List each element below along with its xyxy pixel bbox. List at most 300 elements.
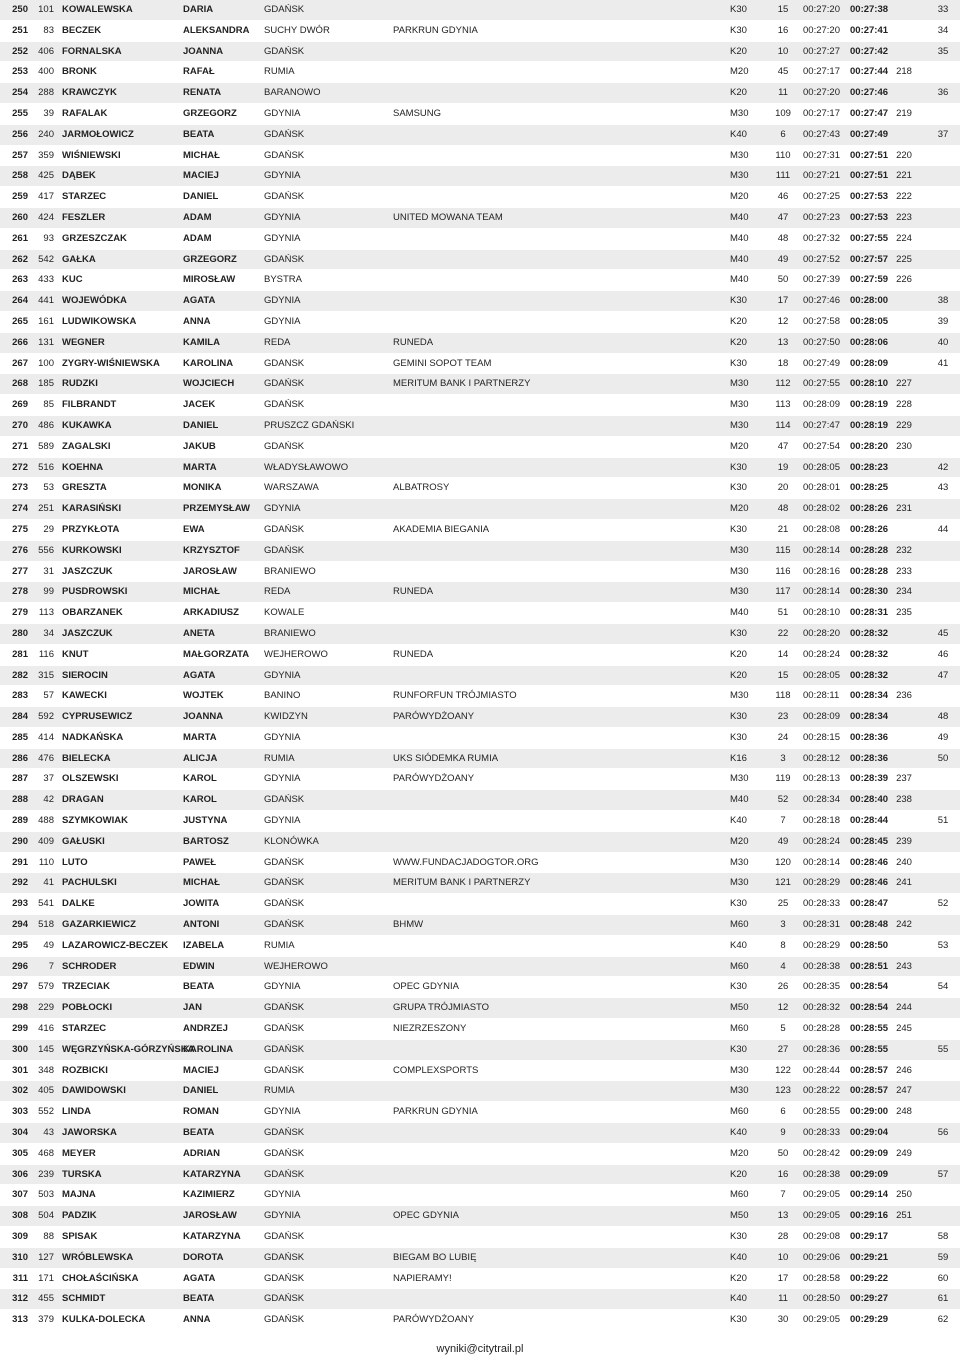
gender-place-m-cell: 248 bbox=[896, 1106, 912, 1118]
gender-place-f-cell: 37 bbox=[937, 128, 949, 140]
place-cell: 255 bbox=[12, 107, 28, 119]
club-cell: RUNEDA bbox=[393, 648, 434, 660]
table-row bbox=[0, 166, 960, 187]
table-row bbox=[0, 21, 960, 42]
category-place-cell: 47 bbox=[777, 440, 789, 452]
club-cell: AKADEMIA BIEGANIA bbox=[393, 523, 490, 535]
gender-place-f-cell: 42 bbox=[937, 461, 949, 473]
first-name-cell: BEATA bbox=[183, 1127, 215, 1139]
category-cell: K30 bbox=[730, 1231, 747, 1243]
club-cell: SAMSUNG bbox=[393, 107, 442, 119]
first-name-cell: ANNA bbox=[183, 1314, 211, 1326]
bib-cell: 400 bbox=[38, 66, 54, 78]
gender-place-f-cell: 36 bbox=[937, 87, 949, 99]
last-name-cell: BIELECKA bbox=[62, 752, 111, 764]
place-cell: 292 bbox=[12, 877, 28, 889]
net-time-cell: 00:28:55 bbox=[803, 1106, 840, 1118]
gender-place-f-cell: 51 bbox=[937, 815, 949, 827]
first-name-cell: KAROLINA bbox=[183, 357, 234, 369]
last-name-cell: FORNALSKA bbox=[62, 45, 122, 57]
category-place-cell: 21 bbox=[777, 523, 789, 535]
bib-cell: 37 bbox=[43, 773, 54, 785]
bib-cell: 488 bbox=[38, 815, 54, 827]
category-place-cell: 5 bbox=[780, 1023, 786, 1035]
table-row bbox=[0, 645, 960, 666]
gender-place-m-cell: 227 bbox=[896, 378, 912, 390]
category-place-cell: 46 bbox=[777, 191, 789, 203]
category-cell: M40 bbox=[730, 607, 749, 619]
category-cell: K20 bbox=[730, 45, 747, 57]
city-cell: GDYNIA bbox=[264, 295, 301, 307]
bib-cell: 100 bbox=[38, 357, 54, 369]
category-cell: M30 bbox=[730, 1085, 749, 1097]
table-row bbox=[0, 1289, 960, 1310]
category-cell: M30 bbox=[730, 378, 749, 390]
place-cell: 270 bbox=[12, 419, 28, 431]
club-cell: OPEC GDYNIA bbox=[393, 981, 459, 993]
category-cell: M60 bbox=[730, 1106, 749, 1118]
bib-cell: 455 bbox=[38, 1293, 54, 1305]
place-cell: 290 bbox=[12, 835, 28, 847]
category-place-cell: 47 bbox=[777, 211, 789, 223]
last-name-cell: STARZEC bbox=[62, 1023, 107, 1035]
table-row bbox=[0, 229, 960, 250]
category-place-cell: 27 bbox=[777, 1043, 789, 1055]
last-name-cell: KARASIŃSKI bbox=[62, 503, 122, 515]
category-place-cell: 9 bbox=[780, 1127, 786, 1139]
last-name-cell: FILBRANDT bbox=[62, 399, 117, 411]
bib-cell: 229 bbox=[38, 1002, 54, 1014]
category-place-cell: 49 bbox=[777, 253, 789, 265]
last-name-cell: MAJNA bbox=[62, 1189, 96, 1201]
bib-cell: 34 bbox=[43, 627, 54, 639]
gross-time-cell: 00:28:32 bbox=[850, 648, 889, 660]
net-time-cell: 00:29:08 bbox=[803, 1231, 840, 1243]
gender-place-f-cell: 39 bbox=[937, 315, 949, 327]
city-cell: GDAŃSK bbox=[264, 1127, 305, 1139]
city-cell: RUMIA bbox=[264, 752, 295, 764]
category-place-cell: 116 bbox=[775, 565, 791, 577]
last-name-cell: STARZEC bbox=[62, 191, 107, 203]
category-place-cell: 22 bbox=[777, 627, 789, 639]
place-cell: 288 bbox=[12, 794, 28, 806]
place-cell: 303 bbox=[12, 1106, 28, 1118]
first-name-cell: JUSTYNA bbox=[183, 815, 228, 827]
gender-place-m-cell: 220 bbox=[896, 149, 912, 161]
club-cell: WWW.FUNDACJADOGTOR.ORG bbox=[393, 856, 539, 868]
city-cell: BANINO bbox=[264, 690, 301, 702]
place-cell: 310 bbox=[12, 1251, 28, 1263]
first-name-cell: JAN bbox=[183, 1002, 203, 1014]
net-time-cell: 00:27:21 bbox=[803, 170, 840, 182]
place-cell: 268 bbox=[12, 378, 28, 390]
place-cell: 306 bbox=[12, 1168, 28, 1180]
place-cell: 298 bbox=[12, 1002, 28, 1014]
last-name-cell: SZYMKOWIAK bbox=[62, 815, 128, 827]
bib-cell: 93 bbox=[43, 232, 54, 244]
city-cell: GDAŃSK bbox=[264, 1064, 305, 1076]
footer-email[interactable]: wyniki@citytrail.pl bbox=[436, 1343, 524, 1355]
category-cell: K30 bbox=[730, 711, 747, 723]
category-cell: M30 bbox=[730, 399, 749, 411]
last-name-cell: WEGNER bbox=[62, 336, 105, 348]
net-time-cell: 00:28:33 bbox=[803, 898, 840, 910]
club-cell: PARÓWYDŻOANY bbox=[393, 1314, 475, 1326]
gross-time-cell: 00:28:20 bbox=[850, 440, 889, 452]
gross-time-cell: 00:28:05 bbox=[850, 315, 889, 327]
gross-time-cell: 00:28:32 bbox=[850, 627, 889, 639]
gross-time-cell: 00:28:40 bbox=[850, 794, 889, 806]
bib-cell: 43 bbox=[43, 1127, 54, 1139]
net-time-cell: 00:28:14 bbox=[803, 544, 840, 556]
club-cell: BIEGAM BO LUBIĘ bbox=[393, 1251, 477, 1263]
place-cell: 286 bbox=[12, 752, 28, 764]
gender-place-f-cell: 41 bbox=[937, 357, 949, 369]
gross-time-cell: 00:29:27 bbox=[850, 1293, 889, 1305]
bib-cell: 433 bbox=[38, 274, 54, 286]
gender-place-m-cell: 234 bbox=[896, 586, 912, 598]
table-row bbox=[0, 1165, 960, 1186]
first-name-cell: MIROSŁAW bbox=[183, 274, 236, 286]
club-cell: NAPIERAMY! bbox=[393, 1272, 452, 1284]
table-row bbox=[0, 187, 960, 208]
city-cell: GDAŃSK bbox=[264, 149, 305, 161]
category-place-cell: 23 bbox=[777, 711, 789, 723]
first-name-cell: PAWEŁ bbox=[183, 856, 217, 868]
first-name-cell: JAKUB bbox=[183, 440, 216, 452]
category-place-cell: 113 bbox=[775, 399, 791, 411]
first-name-cell: ARKADIUSZ bbox=[183, 607, 239, 619]
gender-place-m-cell: 240 bbox=[896, 856, 912, 868]
city-cell: GDAŃSK bbox=[264, 523, 305, 535]
gender-place-f-cell: 60 bbox=[937, 1272, 949, 1284]
last-name-cell: LUTO bbox=[62, 856, 88, 868]
place-cell: 305 bbox=[12, 1147, 28, 1159]
category-cell: K40 bbox=[730, 1127, 747, 1139]
last-name-cell: ROZBICKI bbox=[62, 1064, 108, 1076]
gross-time-cell: 00:28:19 bbox=[850, 419, 889, 431]
category-cell: M40 bbox=[730, 211, 749, 223]
bib-cell: 101 bbox=[38, 4, 54, 15]
bib-cell: 416 bbox=[38, 1023, 54, 1035]
category-place-cell: 3 bbox=[780, 919, 786, 931]
place-cell: 275 bbox=[12, 523, 28, 535]
table-row bbox=[0, 977, 960, 998]
category-cell: K16 bbox=[730, 752, 747, 764]
place-cell: 300 bbox=[12, 1043, 28, 1055]
bib-cell: 41 bbox=[43, 877, 54, 889]
table-row bbox=[0, 1269, 960, 1290]
gender-place-m-cell: 232 bbox=[896, 544, 912, 556]
gender-place-f-cell: 40 bbox=[937, 336, 949, 348]
gross-time-cell: 00:29:04 bbox=[850, 1127, 889, 1139]
club-cell: PARKRUN GDYNIA bbox=[393, 1106, 478, 1118]
bib-cell: 88 bbox=[43, 1231, 54, 1243]
gross-time-cell: 00:28:46 bbox=[850, 856, 889, 868]
bib-cell: 113 bbox=[38, 607, 54, 619]
gender-place-f-cell: 62 bbox=[937, 1314, 949, 1326]
bib-cell: 39 bbox=[43, 107, 54, 119]
net-time-cell: 00:27:23 bbox=[803, 211, 840, 223]
category-place-cell: 12 bbox=[777, 1002, 789, 1014]
city-cell: GDAŃSK bbox=[264, 378, 305, 390]
table-row bbox=[0, 416, 960, 437]
last-name-cell: KUC bbox=[62, 274, 83, 286]
first-name-cell: BEATA bbox=[183, 1293, 215, 1305]
bib-cell: 116 bbox=[38, 648, 54, 660]
gender-place-f-cell: 49 bbox=[937, 731, 949, 743]
net-time-cell: 00:27:39 bbox=[803, 274, 840, 286]
category-place-cell: 48 bbox=[777, 232, 789, 244]
net-time-cell: 00:28:38 bbox=[803, 960, 840, 972]
first-name-cell: MICHAŁ bbox=[183, 149, 220, 161]
first-name-cell: PRZEMYSŁAW bbox=[183, 503, 251, 515]
gender-place-f-cell: 35 bbox=[937, 45, 949, 57]
category-place-cell: 50 bbox=[777, 274, 789, 286]
category-cell: M40 bbox=[730, 274, 749, 286]
last-name-cell: OLSZEWSKI bbox=[62, 773, 119, 785]
category-cell: K40 bbox=[730, 939, 747, 951]
table-row bbox=[0, 312, 960, 333]
gross-time-cell: 00:27:51 bbox=[850, 170, 889, 182]
category-place-cell: 121 bbox=[775, 877, 791, 889]
first-name-cell: ANTONI bbox=[183, 919, 220, 931]
net-time-cell: 00:28:08 bbox=[803, 523, 840, 535]
gross-time-cell: 00:27:38 bbox=[850, 4, 889, 15]
place-cell: 304 bbox=[12, 1127, 28, 1139]
city-cell: GDYNIA bbox=[264, 315, 301, 327]
table-row bbox=[0, 998, 960, 1019]
last-name-cell: GRZESZCZAK bbox=[62, 232, 127, 244]
city-cell: GDYNIA bbox=[264, 1210, 301, 1222]
gross-time-cell: 00:27:57 bbox=[850, 253, 889, 265]
category-cell: K40 bbox=[730, 1293, 747, 1305]
gender-place-f-cell: 46 bbox=[937, 648, 949, 660]
first-name-cell: KAROL bbox=[183, 773, 217, 785]
first-name-cell: AGATA bbox=[183, 1272, 216, 1284]
first-name-cell: IZABELA bbox=[183, 939, 225, 951]
city-cell: GDYNIA bbox=[264, 773, 301, 785]
first-name-cell: DANIEL bbox=[183, 1085, 219, 1097]
table-row bbox=[0, 769, 960, 790]
table-row bbox=[0, 333, 960, 354]
net-time-cell: 00:27:27 bbox=[803, 45, 840, 57]
net-time-cell: 00:28:02 bbox=[803, 503, 840, 515]
net-time-cell: 00:28:18 bbox=[803, 815, 840, 827]
table-row bbox=[0, 1123, 960, 1144]
place-cell: 258 bbox=[12, 170, 28, 182]
gender-place-m-cell: 218 bbox=[896, 66, 912, 78]
net-time-cell: 00:28:42 bbox=[803, 1147, 840, 1159]
place-cell: 259 bbox=[12, 191, 28, 203]
gender-place-f-cell: 58 bbox=[937, 1231, 949, 1243]
city-cell: GDAŃSK bbox=[264, 253, 305, 265]
bib-cell: 541 bbox=[38, 898, 54, 910]
table-row bbox=[0, 541, 960, 562]
gender-place-m-cell: 247 bbox=[896, 1085, 912, 1097]
first-name-cell: MARTA bbox=[183, 461, 217, 473]
first-name-cell: ALEKSANDRA bbox=[183, 24, 250, 36]
category-place-cell: 6 bbox=[780, 1106, 786, 1118]
city-cell: GDYNIA bbox=[264, 503, 301, 515]
bib-cell: 53 bbox=[43, 482, 54, 494]
net-time-cell: 00:28:58 bbox=[803, 1272, 840, 1284]
last-name-cell: WIŚNIEWSKI bbox=[62, 149, 121, 161]
category-place-cell: 10 bbox=[777, 1251, 789, 1263]
club-cell: MERITUM BANK I PARTNERZY bbox=[393, 378, 531, 390]
place-cell: 254 bbox=[12, 87, 28, 99]
place-cell: 251 bbox=[12, 24, 28, 36]
bib-cell: 486 bbox=[38, 419, 54, 431]
table-row bbox=[0, 562, 960, 583]
category-place-cell: 25 bbox=[777, 898, 789, 910]
net-time-cell: 00:28:10 bbox=[803, 607, 840, 619]
category-cell: K30 bbox=[730, 295, 747, 307]
gross-time-cell: 00:28:31 bbox=[850, 607, 889, 619]
last-name-cell: LINDA bbox=[62, 1106, 92, 1118]
first-name-cell: BEATA bbox=[183, 128, 215, 140]
category-place-cell: 15 bbox=[777, 4, 789, 15]
first-name-cell: JAROSŁAW bbox=[183, 565, 237, 577]
first-name-cell: ANNA bbox=[183, 315, 211, 327]
net-time-cell: 00:28:14 bbox=[803, 586, 840, 598]
bib-cell: 406 bbox=[38, 45, 54, 57]
table-row bbox=[0, 270, 960, 291]
table-row bbox=[0, 208, 960, 229]
table-row bbox=[0, 873, 960, 894]
net-time-cell: 00:27:43 bbox=[803, 128, 840, 140]
bib-cell: 592 bbox=[38, 711, 54, 723]
category-place-cell: 117 bbox=[775, 586, 791, 598]
category-cell: M60 bbox=[730, 1189, 749, 1201]
place-cell: 312 bbox=[12, 1293, 28, 1305]
gross-time-cell: 00:27:55 bbox=[850, 232, 889, 244]
gender-place-f-cell: 61 bbox=[937, 1293, 949, 1305]
gender-place-m-cell: 230 bbox=[896, 440, 912, 452]
table-row bbox=[0, 686, 960, 707]
first-name-cell: RAFAŁ bbox=[183, 66, 215, 78]
gender-place-f-cell: 54 bbox=[937, 981, 949, 993]
category-cell: K20 bbox=[730, 669, 747, 681]
bib-cell: 315 bbox=[38, 669, 54, 681]
category-place-cell: 13 bbox=[777, 1210, 789, 1222]
place-cell: 285 bbox=[12, 731, 28, 743]
category-place-cell: 26 bbox=[777, 981, 789, 993]
gross-time-cell: 00:29:09 bbox=[850, 1168, 889, 1180]
gross-time-cell: 00:28:44 bbox=[850, 815, 889, 827]
last-name-cell: WOJEWÓDKA bbox=[62, 295, 127, 307]
first-name-cell: KATARZYNA bbox=[183, 1231, 241, 1243]
last-name-cell: JASZCZUK bbox=[62, 565, 113, 577]
category-place-cell: 118 bbox=[775, 690, 791, 702]
category-cell: K20 bbox=[730, 1272, 747, 1284]
gender-place-m-cell: 242 bbox=[896, 919, 912, 931]
city-cell: RUMIA bbox=[264, 66, 295, 78]
last-name-cell: DRAGAN bbox=[62, 794, 104, 806]
last-name-cell: KNUT bbox=[62, 648, 89, 660]
last-name-cell: PADZIK bbox=[62, 1210, 97, 1222]
club-cell: PARKRUN GDYNIA bbox=[393, 24, 478, 36]
category-cell: K20 bbox=[730, 87, 747, 99]
first-name-cell: BEATA bbox=[183, 981, 215, 993]
club-cell: PARÓWYDŻOANY bbox=[393, 773, 475, 785]
category-cell: K40 bbox=[730, 1251, 747, 1263]
gender-place-m-cell: 236 bbox=[896, 690, 912, 702]
table-row bbox=[0, 957, 960, 978]
city-cell: GDYNIA bbox=[264, 981, 301, 993]
bib-cell: 348 bbox=[38, 1064, 54, 1076]
place-cell: 266 bbox=[12, 336, 28, 348]
gross-time-cell: 00:28:54 bbox=[850, 1002, 889, 1014]
table-row bbox=[0, 146, 960, 167]
category-cell: K30 bbox=[730, 461, 747, 473]
bib-cell: 589 bbox=[38, 440, 54, 452]
category-cell: M30 bbox=[730, 107, 749, 119]
gross-time-cell: 00:29:17 bbox=[850, 1231, 889, 1243]
gross-time-cell: 00:29:29 bbox=[850, 1314, 889, 1326]
net-time-cell: 00:28:32 bbox=[803, 1002, 840, 1014]
gross-time-cell: 00:29:09 bbox=[850, 1147, 889, 1159]
last-name-cell: ZAGALSKI bbox=[62, 440, 111, 452]
city-cell: REDA bbox=[264, 336, 291, 348]
last-name-cell: PUSDROWSKI bbox=[62, 586, 128, 598]
last-name-cell: CHOŁAŚCIŃSKA bbox=[62, 1272, 139, 1284]
net-time-cell: 00:27:25 bbox=[803, 191, 840, 203]
net-time-cell: 00:28:29 bbox=[803, 877, 840, 889]
city-cell: GDAŃSK bbox=[264, 1023, 305, 1035]
place-cell: 307 bbox=[12, 1189, 28, 1201]
bib-cell: 7 bbox=[48, 960, 54, 972]
last-name-cell: GAZARKIEWICZ bbox=[62, 919, 136, 931]
gross-time-cell: 00:28:23 bbox=[850, 461, 889, 473]
place-cell: 272 bbox=[12, 461, 28, 473]
first-name-cell: EDWIN bbox=[183, 960, 215, 972]
category-place-cell: 14 bbox=[777, 648, 789, 660]
bib-cell: 556 bbox=[38, 544, 54, 556]
net-time-cell: 00:28:38 bbox=[803, 1168, 840, 1180]
table-row bbox=[0, 1061, 960, 1082]
category-place-cell: 120 bbox=[775, 856, 791, 868]
city-cell: RUMIA bbox=[264, 939, 295, 951]
gross-time-cell: 00:28:34 bbox=[850, 711, 889, 723]
place-cell: 302 bbox=[12, 1085, 28, 1097]
net-time-cell: 00:28:15 bbox=[803, 731, 840, 743]
club-cell: UKS SIÓDEMKA RUMIA bbox=[393, 752, 499, 764]
category-place-cell: 48 bbox=[777, 503, 789, 515]
first-name-cell: DANIEL bbox=[183, 419, 219, 431]
gross-time-cell: 00:27:49 bbox=[850, 128, 889, 140]
gender-place-m-cell: 241 bbox=[896, 877, 912, 889]
net-time-cell: 00:28:11 bbox=[803, 690, 840, 702]
category-cell: M30 bbox=[730, 149, 749, 161]
table-row bbox=[0, 749, 960, 770]
bib-cell: 171 bbox=[38, 1272, 54, 1284]
gross-time-cell: 00:28:26 bbox=[850, 523, 889, 535]
net-time-cell: 00:27:54 bbox=[803, 440, 840, 452]
category-place-cell: 123 bbox=[775, 1085, 791, 1097]
city-cell: GDAŃSK bbox=[264, 1168, 305, 1180]
gender-place-f-cell: 43 bbox=[937, 482, 949, 494]
bib-cell: 503 bbox=[38, 1189, 54, 1201]
gender-place-m-cell: 226 bbox=[896, 274, 912, 286]
category-cell: K20 bbox=[730, 315, 747, 327]
city-cell: GDAŃSK bbox=[264, 1272, 305, 1284]
club-cell: RUNFORFUN TRÓJMIASTO bbox=[393, 690, 517, 702]
table-row bbox=[0, 437, 960, 458]
place-cell: 257 bbox=[12, 149, 28, 161]
last-name-cell: JASZCZUK bbox=[62, 627, 113, 639]
place-cell: 267 bbox=[12, 357, 28, 369]
